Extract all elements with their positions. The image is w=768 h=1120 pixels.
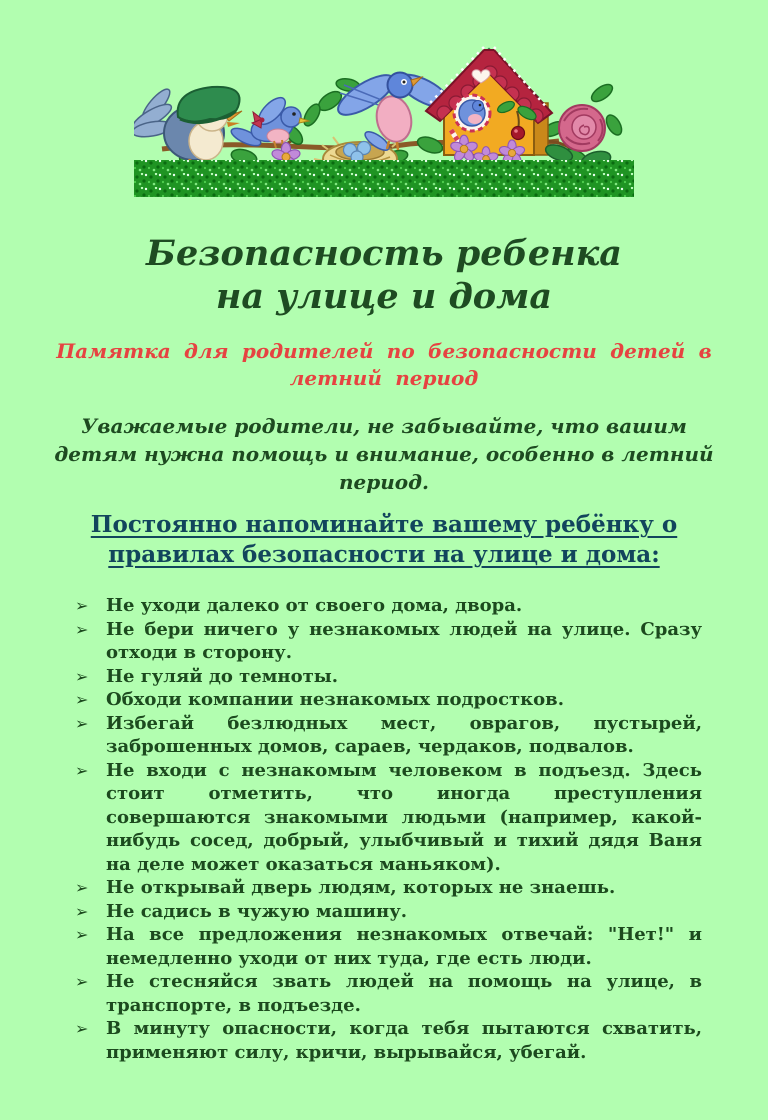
safety-rules-list (75, 594, 702, 1064)
rule-item (75, 688, 702, 712)
rule-item (75, 665, 702, 689)
arrow-bullet-icon: ➢ (75, 925, 89, 944)
rule-item (75, 876, 702, 900)
rule-text: Не гуляй до темноты. (106, 665, 339, 687)
rule-item (75, 712, 702, 759)
page-title (20, 232, 748, 318)
arrow-bullet-icon: ➢ (75, 596, 89, 615)
arrow-bullet-icon: ➢ (75, 713, 89, 733)
birdhouse-icon (426, 47, 552, 155)
rule-item (75, 1017, 702, 1064)
rule-item (75, 970, 702, 1017)
rule-item (75, 594, 702, 618)
rule-text: Избегай безлюдных мест, оврагов, пустырей, заброшенных домов, сараев, чердаков, подвалов. (106, 712, 702, 757)
rule-text: В минуту опасности, когда тебя пытаются схватить, применяют силу, кричи, вырывайся, убегай. (106, 1018, 702, 1063)
intro-text: Уважаемые родители, не забывайте, что вашим детям нужна помощь и внимание, особенно в летний период. (54, 414, 714, 494)
arrow-bullet-icon: ➢ (75, 1019, 89, 1038)
arrow-bullet-icon: ➢ (75, 878, 89, 897)
arrow-bullet-icon: ➢ (75, 972, 89, 991)
rule-text: Не стесняйся звать людей на помощь на улице, в транспорте, в подъезде. (106, 971, 702, 1016)
rule-text: Обходи компании незнакомых подростков. (106, 689, 564, 710)
grass-strip (134, 160, 634, 197)
memo-subtitle: Памятка для родителей по безопасности детей в летний период (56, 339, 712, 390)
rule-text: Не садись в чужую машину. (106, 900, 407, 922)
rule-item (75, 900, 702, 924)
arrow-bullet-icon: ➢ (75, 760, 89, 780)
rule-text: Не бери ничего у незнакомых людей на улице. Сразу отходи в сторону. (106, 618, 702, 663)
page-title-line2: на улице и дома (215, 276, 553, 317)
arrow-bullet-icon: ➢ (75, 666, 89, 686)
section-heading: Постоянно напоминайте вашему ребёнку о правилах безопасности на улице и дома: (90, 511, 678, 568)
page-title-line1: Безопасность ребенка (146, 233, 622, 274)
rule-item (75, 923, 702, 970)
rule-text: На все предложения незнакомых отвечай: "Нет!" и немедленно уходи от них туда, где есть люди. (106, 924, 702, 969)
rule-text: Не уходи далеко от своего дома, двора. (106, 595, 523, 616)
header-illustration (134, 33, 634, 198)
arrow-bullet-icon: ➢ (75, 690, 89, 709)
rule-item (75, 759, 702, 877)
rule-text: Не входи с незнакомым человеком в подъезд. Здесь стоит отметить, что иногда преступления совершаются знакомыми людьми (например, какой-нибудь сосед, добрый, улыбчивый и тихий дядя Ваня на деле может оказаться маньяком). (106, 759, 702, 875)
memo-page (0, 33, 768, 1120)
rule-text: Не открывай дверь людям, которых не знаешь. (106, 877, 616, 898)
arrow-bullet-icon: ➢ (75, 901, 89, 921)
rule-item (75, 618, 702, 665)
arrow-bullet-icon: ➢ (75, 619, 89, 639)
